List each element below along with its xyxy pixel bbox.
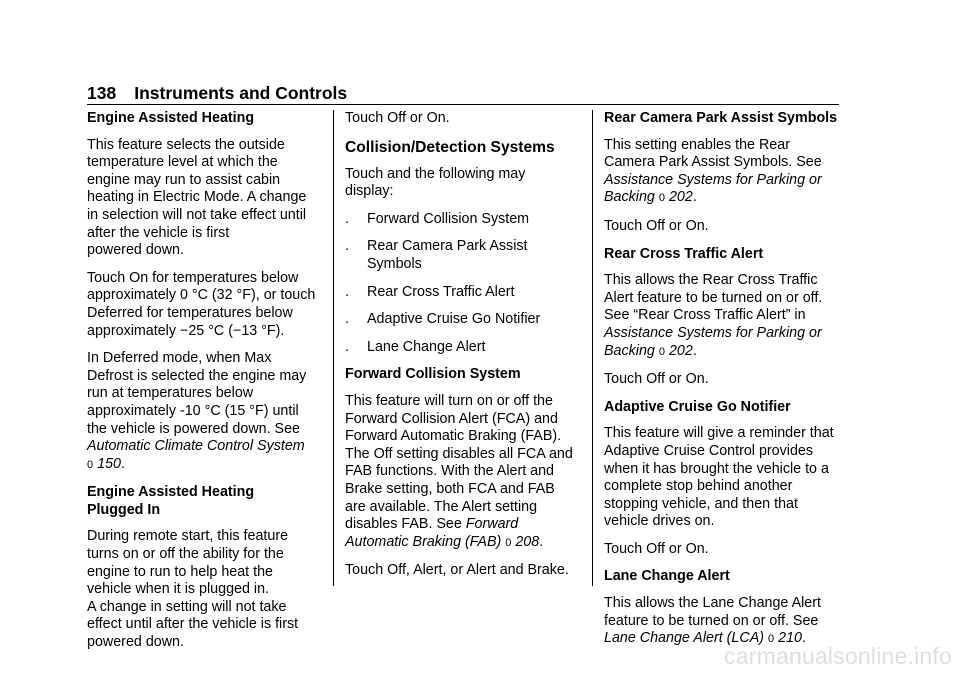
text-line: feature to be turned on or off. See [604, 612, 819, 629]
text-line: disables FAB. See [345, 516, 466, 533]
paragraph: Touch Off or On. [604, 217, 709, 234]
text-line: This setting enables the Rear [604, 136, 790, 153]
list-item-text: Symbols [367, 255, 422, 272]
list-item [345, 311, 583, 329]
text-line: temperature level at which the [87, 154, 278, 171]
paragraph: Touch Off, Alert, or Alert and Brake. [345, 562, 569, 579]
column-3 [604, 110, 842, 659]
list-item-text: Rear Camera Park Assist [367, 238, 528, 255]
text-line: The Off setting disables all FCA and [345, 445, 573, 462]
text-line: This feature will turn on or off the [345, 392, 553, 409]
watermark: carmanualsonline.info [724, 643, 952, 669]
text-line: Defrost is selected the engine may [87, 367, 307, 384]
paragraph [87, 528, 327, 651]
paragraph: This allows the Rear Cross Traffic Alert feature to be turned on or off. See “Rear Cross Traffic Alert” in Assistance Systems for Parking or Backing 0 202. [604, 272, 823, 359]
paragraph: This allows the Lane Change Alert feature to be turned on or off. See Lane Change Alert (LCA) 0 210. [604, 595, 821, 647]
text-line: Adaptive Cruise Control provides [604, 442, 813, 459]
bullet-icon: . [345, 238, 349, 255]
column-1 [87, 110, 327, 662]
text-line: engine may run to assist cabin [87, 171, 281, 188]
heading-forward-collision-system: Forward Collision System [345, 366, 521, 383]
text-line: complete stop behind another [604, 478, 793, 495]
page-header [87, 82, 839, 104]
text-line: effect until after the vehicle is first [87, 616, 299, 633]
list-item-text: Adaptive Cruise Go Notifier [367, 311, 541, 328]
text-line: after the vehicle is first [87, 224, 230, 241]
header-rule [87, 104, 839, 105]
page-ref-arrow-icon: 0 [505, 536, 512, 549]
paragraph: This setting enables the Rear Camera Park Assist Symbols. See Assistance Systems for Parking or Backing 0 202. [604, 136, 822, 206]
cross-reference-link[interactable]: Backing [604, 189, 655, 206]
text-line: in selection will not take effect until [87, 206, 307, 223]
text-line: the vehicle is powered down. See [87, 420, 300, 437]
heading-engine-assisted-heating: Engine Assisted Heating [87, 110, 255, 126]
text-line: when it has brought the vehicle to a [604, 460, 829, 477]
text-line: powered down. [87, 242, 184, 259]
bullet-icon: . [345, 210, 349, 227]
paragraph: This feature will turn on or off the Forward Collision Alert (FCA) and Forward Automatic Braking (FAB). The Off setting disables all FCA and FAB functions. With the Alert and Brake setting, both FCA and FAB are available. The Alert setting disables FAB. See Forward Automatic Braking (FAB) 0 208. [345, 392, 573, 550]
page-reference[interactable]: 202 [668, 342, 693, 359]
text-line: approximately 0 °C (32 °F), or touch [87, 287, 316, 304]
cross-reference-link[interactable]: Automatic Braking (FAB) [345, 533, 502, 550]
text-line: This allows the Lane Change Alert [604, 595, 821, 612]
heading-rear-camera-park-assist: Rear Camera Park Assist Symbols [604, 110, 838, 126]
heading-engine-assisted-heating-plugged-in [87, 484, 327, 519]
paragraph: Touch Off or On. [345, 110, 450, 126]
text-line: run at temperatures below [87, 385, 254, 402]
text-line: This feature selects the outside [87, 136, 285, 153]
cross-reference-link[interactable]: Assistance Systems for Parking or [604, 171, 822, 188]
heading-lane-change-alert: Lane Change Alert [604, 568, 730, 585]
paragraph: Touch Off or On. [604, 540, 709, 557]
text-line: heating in Electric Mode. A change [87, 189, 307, 206]
page-reference[interactable]: 202 [668, 189, 693, 206]
text-line: powered down. [87, 634, 184, 651]
heading-adaptive-cruise-go-notifier: Adaptive Cruise Go Notifier [604, 398, 791, 415]
column-divider-1 [333, 110, 334, 586]
list-item [345, 339, 583, 357]
paragraph [87, 137, 327, 260]
text-line: This allows the Rear Cross Traffic [604, 272, 818, 289]
text-line: In Deferred mode, when Max [87, 350, 272, 367]
list-item-text: Lane Change Alert [367, 338, 486, 355]
cross-reference-link[interactable]: Lane Change Alert (LCA) [604, 630, 765, 647]
heading-rear-cross-traffic-alert: Rear Cross Traffic Alert [604, 245, 764, 262]
page-number: 138 [87, 83, 117, 103]
text-line: vehicle drives on. [604, 513, 715, 530]
list-item-text: Forward Collision System [367, 210, 530, 227]
page-ref-arrow-icon: 0 [87, 458, 94, 471]
text-line: turns on or off the ability for the [87, 546, 284, 563]
page-reference[interactable]: 150 [97, 455, 121, 472]
text-line: A change in setting will not take [87, 598, 287, 615]
paragraph: In Deferred mode, when Max Defrost is selected the engine may run at temperatures below approximately -10 °C (15 °F) until the vehicle is powered down. See Automatic Climate Control System 0 150. [87, 350, 307, 472]
text-line: During remote start, this feature [87, 528, 289, 545]
text-line: display: [345, 183, 394, 200]
cross-reference-link[interactable]: Automatic Climate Control System [87, 438, 305, 455]
paragraph [345, 166, 583, 201]
text-line: vehicle when it is plugged in. [87, 581, 269, 598]
bullet-icon: . [345, 283, 349, 300]
cross-reference-link[interactable]: Forward [465, 516, 519, 533]
page-reference[interactable]: 210 [778, 630, 802, 647]
page-ref-arrow-icon: 0 [768, 633, 775, 646]
text-line: Touch On for temperatures below [87, 269, 299, 286]
page-reference[interactable]: 208 [515, 533, 540, 550]
page-ref-arrow-icon: 0 [658, 192, 665, 205]
text-line: Alert feature to be turned on or off. [604, 289, 823, 306]
column-2 [345, 110, 583, 590]
heading-line: Engine Assisted Heating [87, 484, 255, 501]
list-item [345, 284, 583, 302]
list-item [345, 238, 583, 273]
cross-reference-link[interactable]: Assistance Systems for Parking or [604, 324, 822, 341]
text-line: approximately -10 °C (15 °F) until [87, 402, 299, 419]
option-list [345, 211, 583, 357]
text-line: approximately −25 °C (−13 °F). [87, 322, 285, 339]
list-item-text: Rear Cross Traffic Alert [367, 283, 515, 300]
text-line: See “Rear Cross Traffic Alert” in [604, 307, 806, 324]
text-line: Deferred for temperatures below [87, 304, 293, 321]
text-line: This feature will give a reminder that [604, 425, 834, 442]
paragraph [604, 425, 842, 531]
heading-line: Plugged In [87, 501, 161, 518]
text-line: stopping vehicle, and then that [604, 495, 798, 512]
bullet-icon: . [345, 311, 349, 328]
paragraph [87, 270, 327, 340]
text-line: are available. The Alert setting [345, 498, 538, 515]
text-line: Forward Automatic Braking (FAB). [345, 428, 562, 445]
text-line: Brake setting, both FCA and FAB [345, 480, 555, 497]
text-line: Forward Collision Alert (FCA) and [345, 410, 558, 427]
page-ref-arrow-icon: 0 [658, 345, 665, 358]
text-line: Touch and the following may [345, 165, 526, 182]
section-heading-collision-detection: Collision/Detection Systems [345, 138, 555, 156]
list-item [345, 211, 583, 229]
paragraph: Touch Off or On. [604, 371, 709, 388]
cross-reference-link[interactable]: Backing [604, 342, 655, 359]
section-title: Instruments and Controls [134, 83, 348, 103]
text-line: Camera Park Assist Symbols. See [604, 154, 822, 171]
text-line: FAB functions. With the Alert and [345, 463, 555, 480]
bullet-icon: . [345, 338, 349, 355]
column-divider-2 [592, 110, 593, 586]
text-line: engine to run to help heat the [87, 563, 274, 580]
